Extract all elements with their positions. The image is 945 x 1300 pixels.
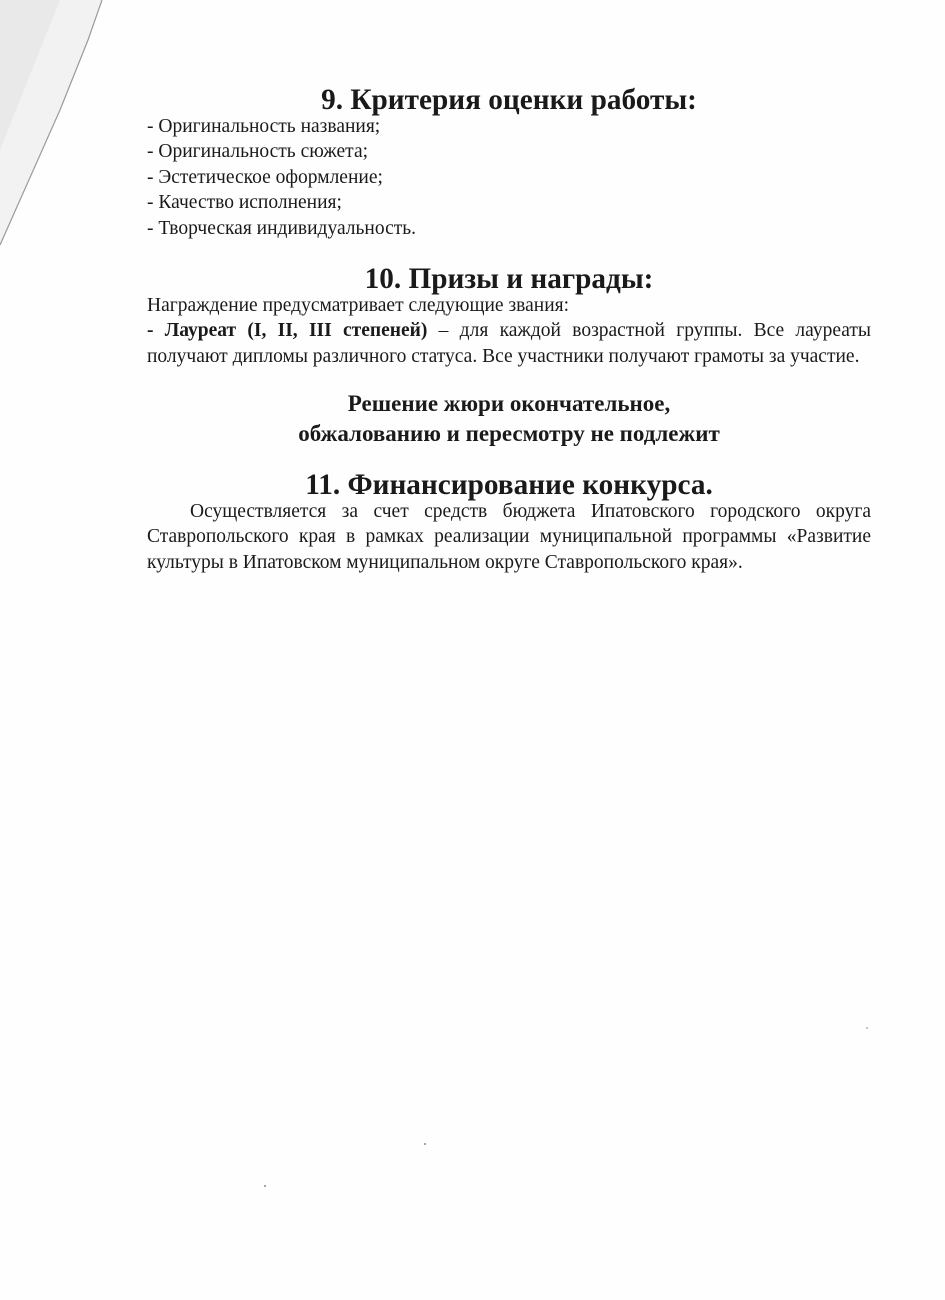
- section-10-title: 10. Призы и награды:: [364, 263, 654, 295]
- scan-speck: [264, 1185, 266, 1187]
- criteria-list: [147, 114, 871, 242]
- laureate-title: - Лауреат (I, II, III степеней): [147, 320, 428, 341]
- scan-edge-shadow: [0, 0, 110, 260]
- list-item: - Оригинальность названия;: [147, 115, 381, 137]
- list-item: - Творческая индивидуальность.: [147, 217, 417, 239]
- verdict-line-1: Решение жюри окончательное,: [347, 391, 671, 416]
- list-item: - Оригинальность сюжета;: [147, 141, 369, 162]
- scan-speck: [424, 1143, 426, 1145]
- laureate-paragraph: [147, 318, 871, 369]
- section-11-title: 11. Финансирование конкурса.: [305, 469, 713, 501]
- document-body: [147, 84, 871, 575]
- financing-paragraph: Осуществляется за счет средств бюджета Ипатовского городского округа Ставропольского края в рамках реализации муниципальной программы «Развитие культуры в Ипатовском муниципальном округе Ставропольского края».: [147, 500, 871, 573]
- awards-intro: Награждение предусматривает следующие звания:: [147, 294, 570, 316]
- list-item: - Качество исполнения;: [147, 192, 342, 213]
- section-9-title: 9. Критерия оценки работы:: [321, 84, 697, 116]
- laureate-description: – для каждой возрастной группы. Все лауреаты получают дипломы различного статуса. Все участники получают грамоты за участие.: [147, 320, 871, 367]
- list-item: - Эстетическое оформление;: [147, 166, 383, 188]
- verdict-line-2: обжалованию и пересмотру не подлежит: [298, 421, 720, 446]
- scan-speck: [866, 1027, 868, 1029]
